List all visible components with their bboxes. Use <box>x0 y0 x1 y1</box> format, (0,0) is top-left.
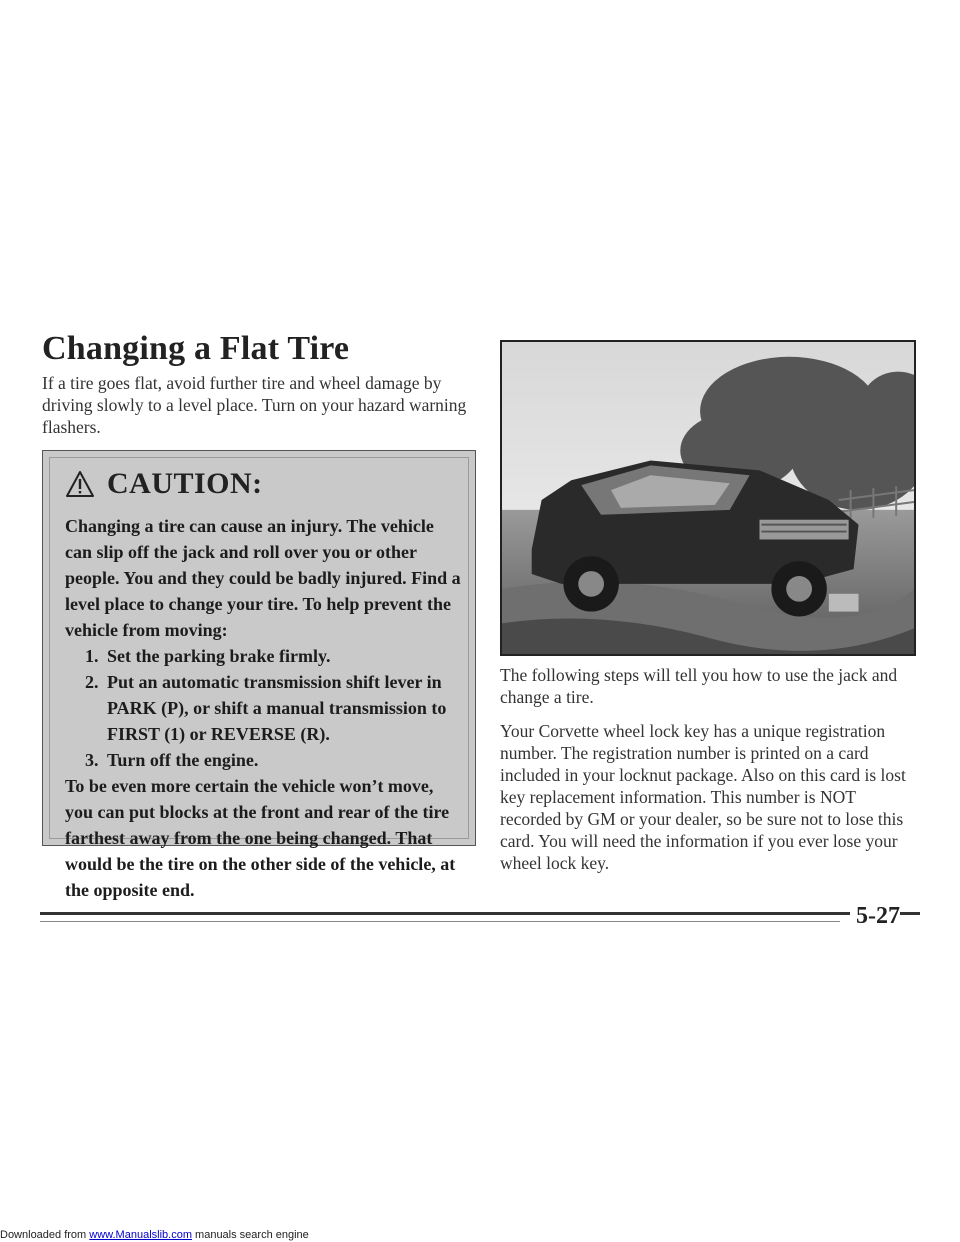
step-text: Put an automatic transmission shift lever in PARK (P), or shift a manual transmission to FIRST (1) or REVERSE (R). <box>107 672 447 744</box>
step-text: Turn off the engine. <box>107 750 259 770</box>
intro-paragraph: If a tire goes flat, avoid further tire and wheel damage by driving slowly to a level place. Turn on your hazard warning flashers. <box>42 373 467 437</box>
warning-triangle-icon <box>65 470 95 498</box>
caution-paragraph-2: To be even more certain the vehicle won’t move, you can put blocks at the front and rear of the tire farthest away from the one being changed. That would be the tire on the other side of the vehicle, at the opposite end. <box>65 776 456 900</box>
caution-label: CAUTION: <box>107 467 263 500</box>
footer-rule-thick <box>40 912 920 915</box>
step-number: 2. <box>85 672 99 692</box>
caution-step <box>85 669 461 747</box>
footer-prefix: Downloaded from <box>0 1229 90 1241</box>
right-column-text <box>500 664 916 886</box>
step-number: 1. <box>85 646 99 666</box>
caution-body <box>65 513 461 903</box>
step-text: Set the parking brake firmly. <box>107 646 331 666</box>
footer-suffix: manuals search engine <box>191 1229 309 1241</box>
caution-step <box>85 747 461 773</box>
right-paragraph-2: Your Corvette wheel lock key has a unique registration number. The registration number is printed on a card included in your locknut package. Also on this card is lost key replacement information. This number is NOT recorded by GM or your dealer, so be sure not to lose this card. You will need the information if you ever lose your wheel lock key. <box>500 721 906 873</box>
car-photo-illustration <box>502 342 914 654</box>
wheel-block <box>829 594 859 612</box>
step-number: 3. <box>85 750 99 770</box>
caution-header <box>65 467 263 501</box>
caution-box <box>42 450 476 900</box>
manualslib-link[interactable]: www.Manualslib.com <box>89 1229 192 1241</box>
car-photo <box>500 340 916 656</box>
page-number: 5-27 <box>850 903 900 930</box>
page-title: Changing a Flat Tire <box>42 330 350 367</box>
caution-step <box>85 643 461 669</box>
footer-rule-thin <box>40 921 840 922</box>
caution-paragraph-1: Changing a tire can cause an injury. The vehicle can slip off the jack and roll over you or other people. You and they could be badly injured. Find a level place to change your tire. To help prevent the vehicle from moving: <box>65 516 461 640</box>
right-paragraph-1: The following steps will tell you how to use the jack and change a tire. <box>500 665 898 707</box>
download-footer <box>0 1229 309 1241</box>
caution-steps <box>65 643 461 773</box>
